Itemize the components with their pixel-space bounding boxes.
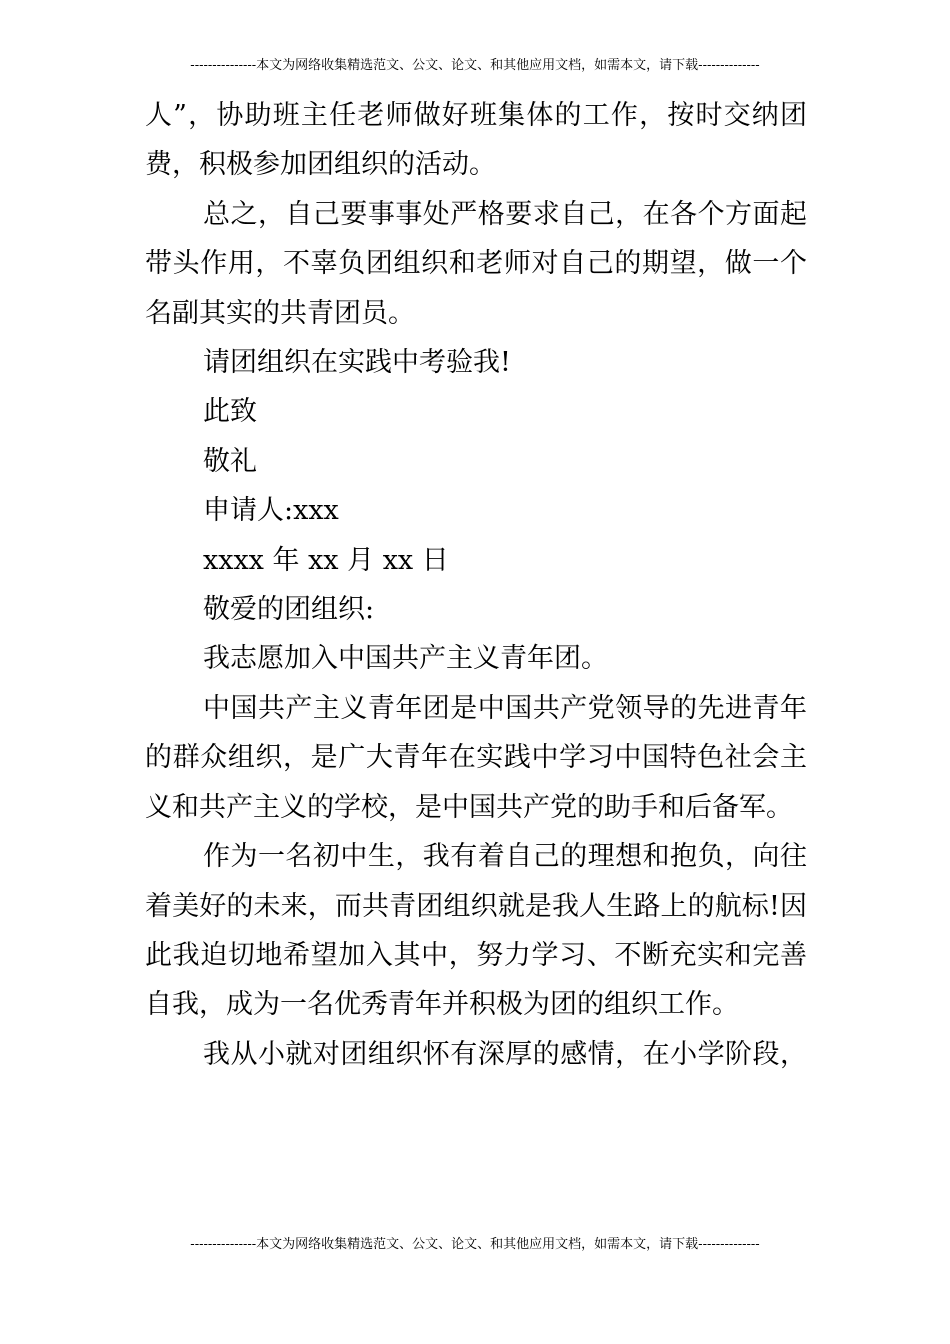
letter-greeting: 敬爱的团组织: <box>203 594 375 626</box>
paragraph-continuation: 人”，协助班主任老师做好班集体的工作，按时交纳团费，积极参加团组织的活动。 <box>145 100 807 181</box>
paragraph-aspiration: 作为一名初中生，我有着自己的理想和抱负，向往着美好的未来，而共青团组织就是我人生路上的航标!因此我迫切地希望加入其中，努力学习、不断充实和完善自我，成为一名优秀青年并积极为团的组织工作。 <box>145 841 807 1021</box>
paragraph-conclusion: 总之，自己要事事处严格要求自己，在各个方面起带头作用，不辜负团组织和老师对自己的期望，做一个名副其实的共青团员。 <box>145 198 807 329</box>
paragraph-about-league: 中国共产主义青年团是中国共产党领导的先进青年的群众组织，是广大青年在实践中学习中国特色社会主义和共产主义的学校，是中国共产党的助手和后备军。 <box>145 692 807 823</box>
letter-date: xxxx 年 xx 月 xx 日 <box>203 544 449 576</box>
paragraph-request: 请团组织在实践中考验我! <box>203 347 511 379</box>
page-header: ---------------本文为网络收集精选范文、公文、论文、和其他应用文档，如需本文，请下载-------------- <box>190 58 760 73</box>
closing-salutation: 此致 <box>203 396 257 428</box>
applicant-signature: 申请人:xxx <box>203 495 339 527</box>
paragraph-intent: 我志愿加入中国共产主义青年团。 <box>203 643 608 675</box>
page-footer: ---------------本文为网络收集精选范文、公文、论文、和其他应用文档，如需本文，请下载-------------- <box>190 1237 760 1252</box>
closing-regards: 敬礼 <box>203 445 257 477</box>
document-body <box>145 91 807 1079</box>
paragraph-background: 我从小就对团组织怀有深厚的感情，在小学阶段， <box>203 1038 807 1070</box>
